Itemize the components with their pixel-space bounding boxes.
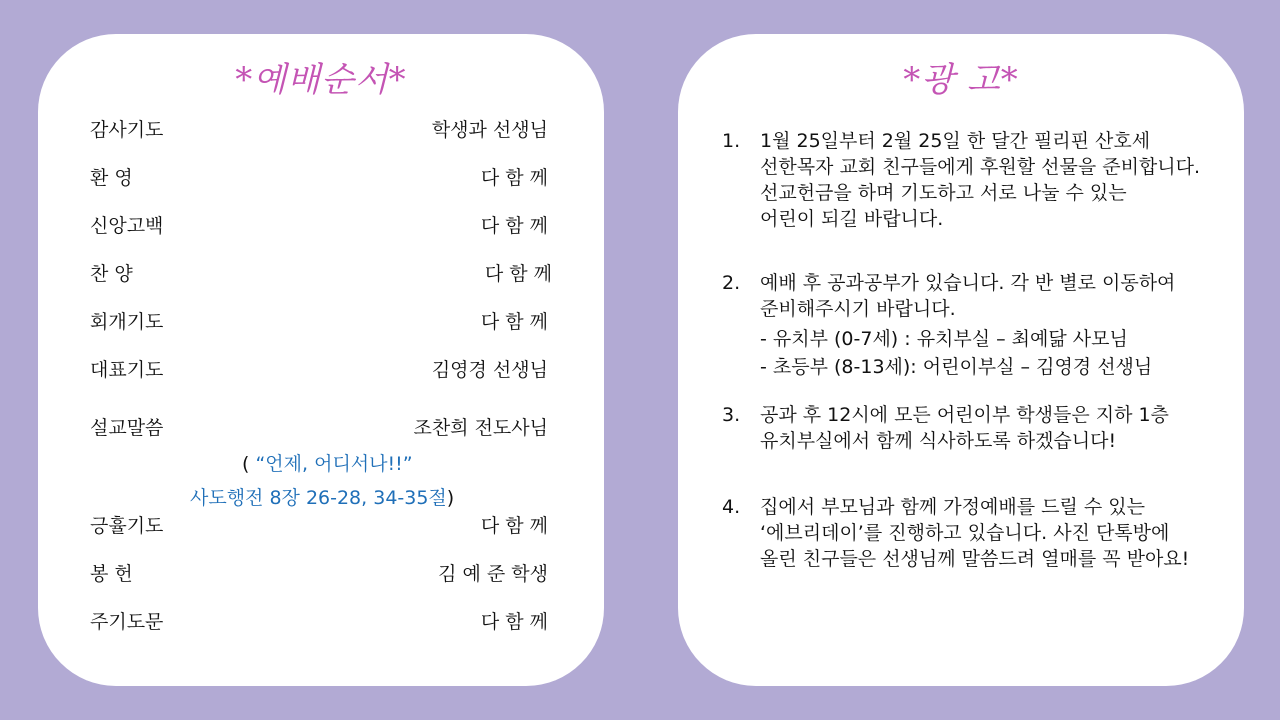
order-label: 환 영 xyxy=(90,167,133,189)
announcement-subline: - 유치부 (0-7세) : 유치부실 – 최예닮 사모님 xyxy=(760,328,1128,350)
sermon-title-text: “언제, 어디서나!!” xyxy=(255,453,413,475)
announcement-subline: - 초등부 (8-13세): 어린이부실 – 김영경 선생님 xyxy=(760,356,1153,378)
worship-order-title: *예배순서* xyxy=(235,60,407,100)
order-value: 다 함 께 xyxy=(480,215,548,237)
order-label: 주기도문 xyxy=(90,611,164,633)
open-paren: ( xyxy=(242,453,256,475)
order-label: 회개기도 xyxy=(90,311,164,333)
announcement-line: 준비해주시기 바랍니다. xyxy=(760,298,956,320)
order-value: 다 함 께 xyxy=(480,167,548,189)
order-value: 다 함 께 xyxy=(480,311,548,333)
announcements-title: *광 고* xyxy=(903,60,1019,100)
announcement-line: 선교헌금을 하며 기도하고 서로 나눌 수 있는 xyxy=(760,182,1127,204)
announcement-line: 1월 25일부터 2월 25일 한 달간 필리핀 산호세 xyxy=(760,130,1151,152)
order-label: 설교말씀 xyxy=(90,417,164,439)
order-value: 학생과 선생님 xyxy=(431,119,548,141)
announcement-number: 2. xyxy=(722,272,741,294)
announcement-line: 유치부실에서 함께 식사하도록 하겠습니다! xyxy=(760,430,1117,452)
announcement-number: 3. xyxy=(722,404,741,426)
order-value: 조찬희 전도사님 xyxy=(413,417,548,439)
order-label: 감사기도 xyxy=(90,119,164,141)
order-label: 봉 헌 xyxy=(90,563,133,585)
announcement-number: 4. xyxy=(722,496,741,518)
sermon-title xyxy=(242,452,413,476)
worship-order-card xyxy=(38,34,604,686)
order-value: 김 예 준 학생 xyxy=(438,563,548,585)
order-value: 다 함 께 xyxy=(480,611,548,633)
sermon-verse xyxy=(190,486,454,510)
order-value: 다 함 께 xyxy=(484,263,552,285)
order-value: 김영경 선생님 xyxy=(431,359,548,381)
announcement-line: 선한목자 교회 친구들에게 후원할 선물을 준비합니다. xyxy=(760,156,1201,178)
order-label: 찬 양 xyxy=(90,263,133,285)
announcement-line: 예배 후 공과공부가 있습니다. 각 반 별로 이동하여 xyxy=(760,272,1176,294)
announcements-card xyxy=(678,34,1244,686)
order-label: 대표기도 xyxy=(90,359,164,381)
announcement-line: 집에서 부모님과 함께 가정예배를 드릴 수 있는 xyxy=(760,496,1145,518)
announcement-line: 공과 후 12시에 모든 어린이부 학생들은 지하 1층 xyxy=(760,404,1169,426)
announcement-line: 올린 친구들은 선생님께 말씀드려 열매를 꼭 받아요! xyxy=(760,548,1190,570)
sermon-verse-text: 사도행전 8장 26-28, 34-35절 xyxy=(190,487,447,509)
announcement-number: 1. xyxy=(722,130,741,152)
announcement-line: ‘에브리데이’를 진행하고 있습니다. 사진 단톡방에 xyxy=(760,522,1170,544)
order-label: 신앙고백 xyxy=(90,215,164,237)
order-value: 다 함 께 xyxy=(480,515,548,537)
announcement-line: 어린이 되길 바랍니다. xyxy=(760,208,944,230)
close-paren: ) xyxy=(446,487,455,509)
order-label: 긍휼기도 xyxy=(90,515,164,537)
